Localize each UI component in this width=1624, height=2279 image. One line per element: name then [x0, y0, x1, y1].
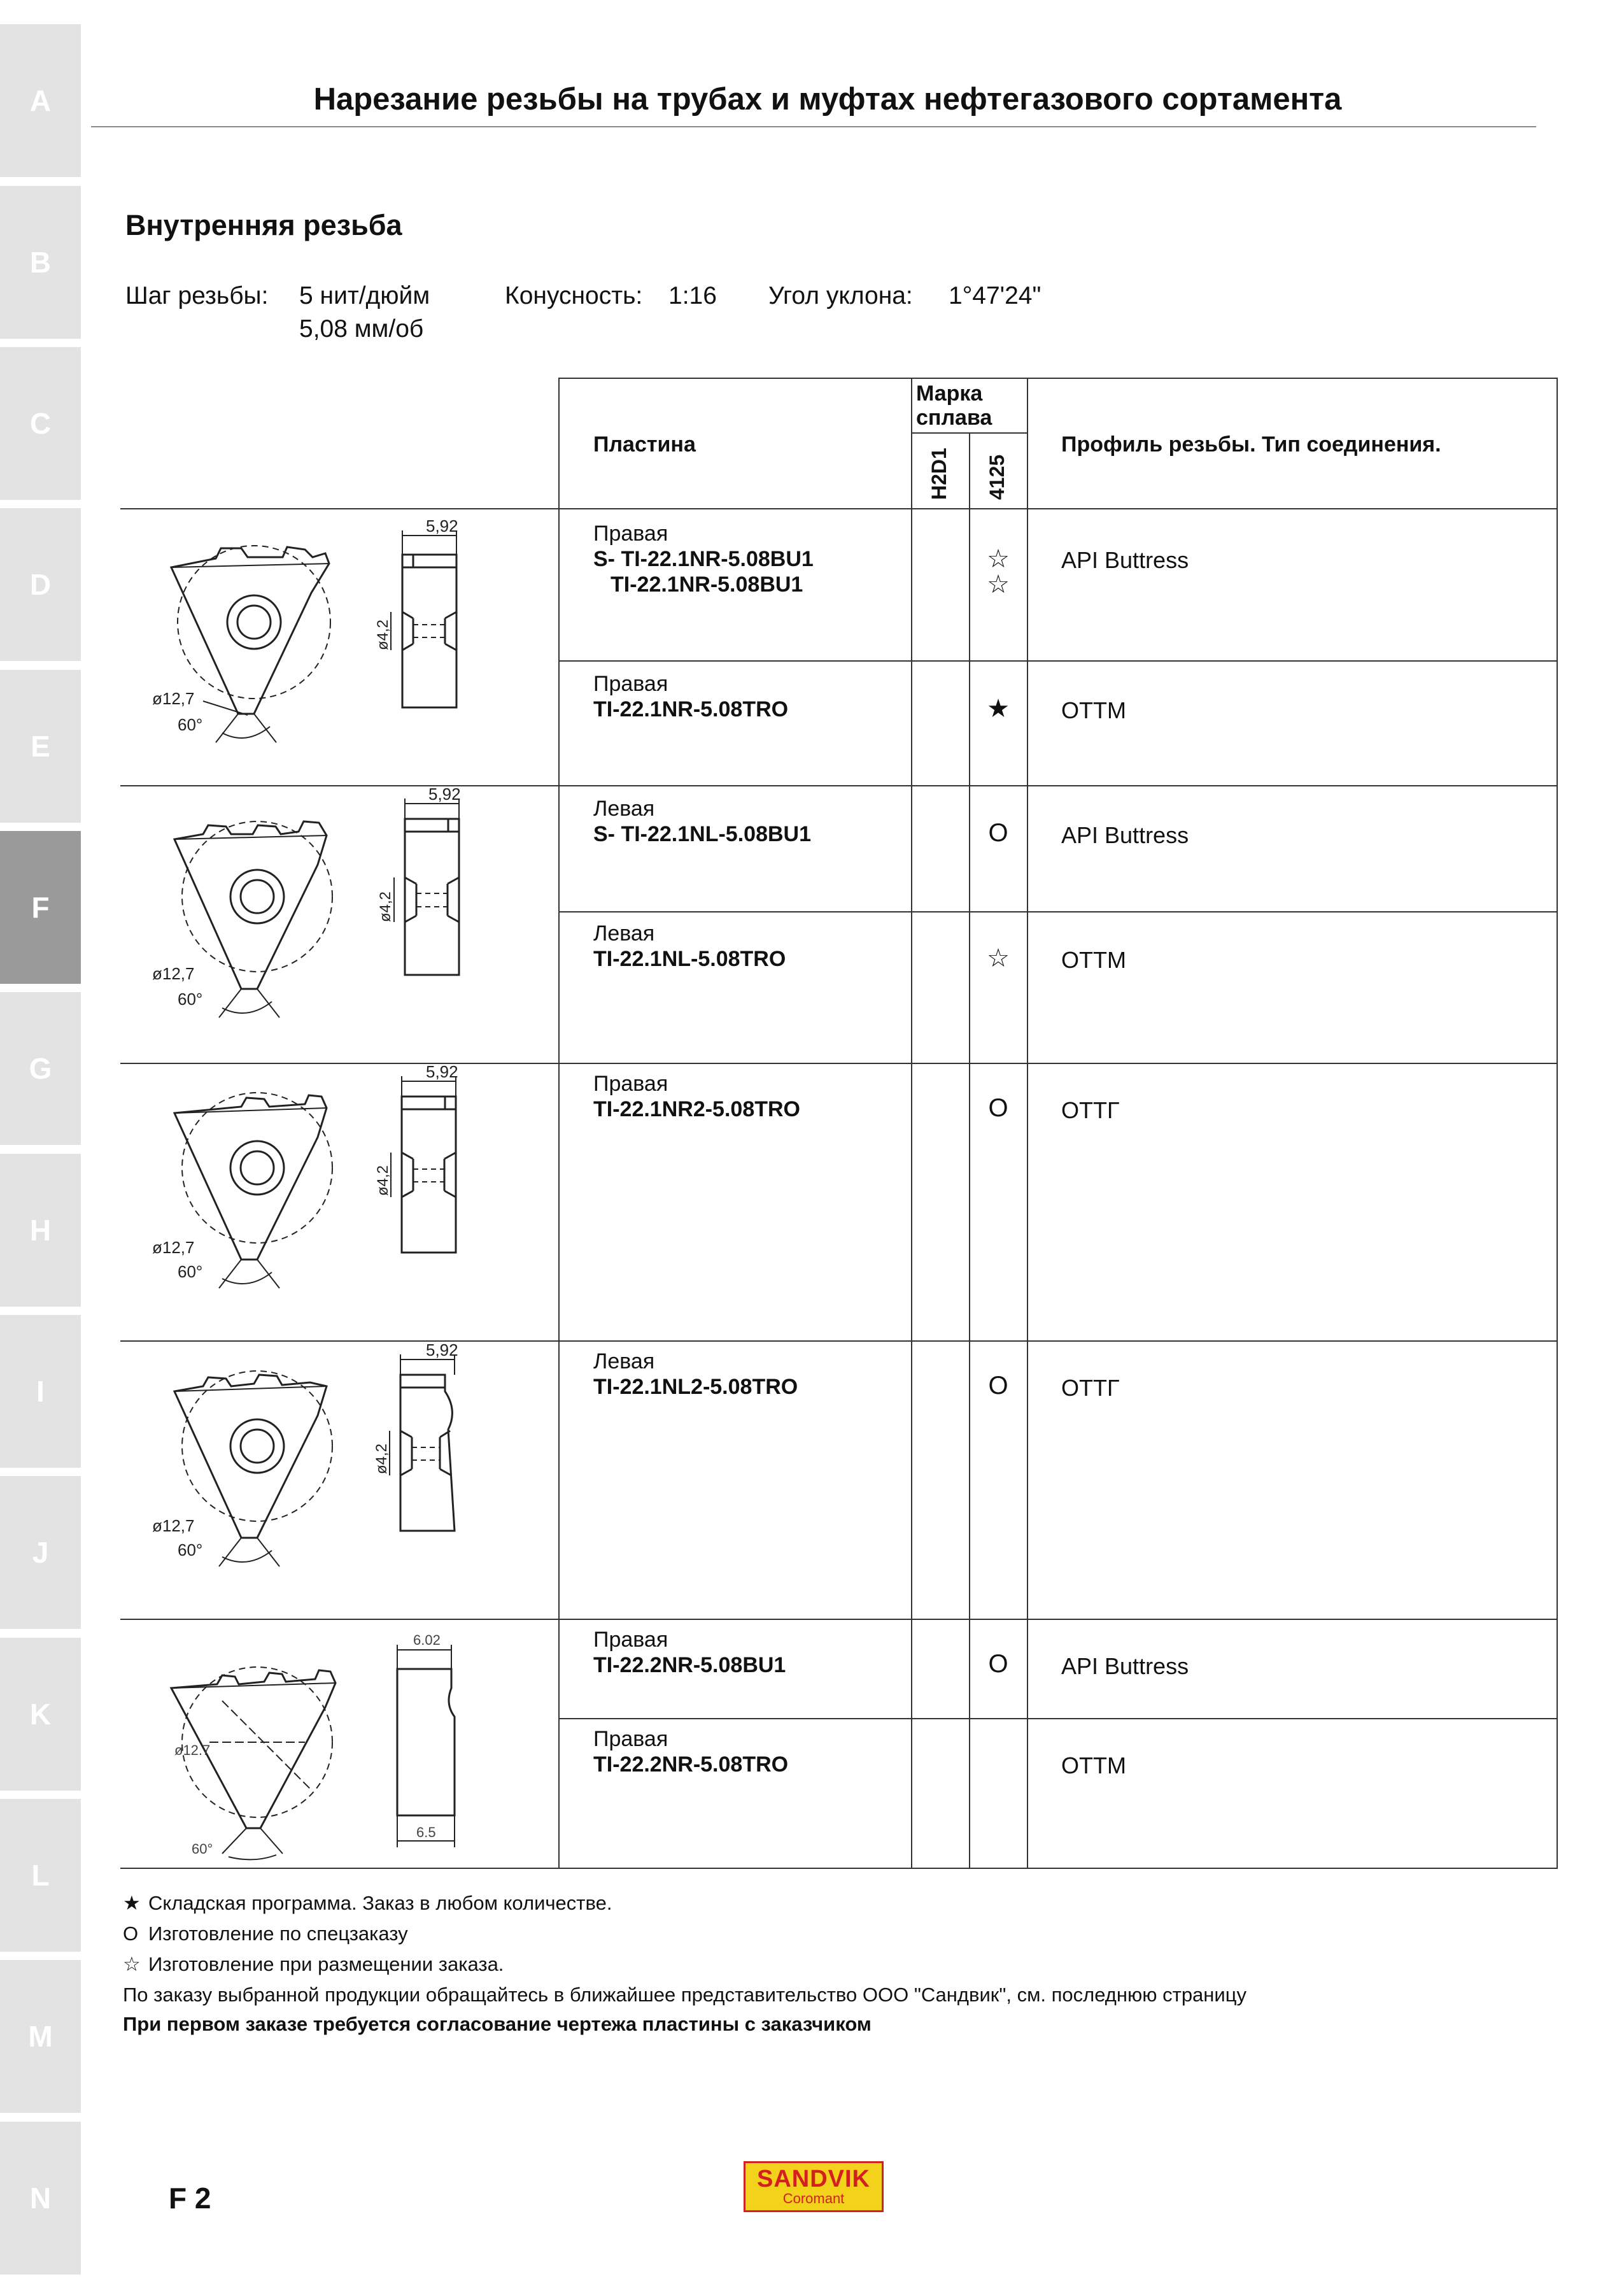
side-tab-a[interactable]: A	[0, 24, 81, 177]
row-2-mark-star-filled: ★	[987, 695, 1010, 723]
row-1-code: S- TI-22.1NR-5.08BU1	[593, 547, 814, 571]
drawing-3-diameter: ø12,7	[152, 1238, 195, 1257]
table-line	[120, 1063, 1558, 1064]
angle-value: 1°47'24"	[949, 282, 1041, 309]
row-1-mark-2-star-outline: ☆	[987, 571, 1010, 599]
insert-drawing-4	[146, 1340, 528, 1601]
legend-item	[123, 1919, 1246, 1949]
insert-drawing-2	[146, 785, 528, 1049]
row-5-mark-circle: O	[988, 1094, 1008, 1122]
drawing-2-angle: 60°	[178, 990, 203, 1009]
drawing-5-width-bottom: 6.5	[416, 1824, 436, 1840]
star-filled-icon: ★	[123, 1892, 141, 1914]
row-3-code: S- TI-22.1NL-5.08BU1	[593, 822, 811, 846]
row-6-mark-circle: O	[988, 1372, 1008, 1400]
side-tab-j[interactable]: J	[0, 1476, 81, 1629]
row-5-profile: ОТТГ	[1061, 1097, 1120, 1123]
page-number: F 2	[169, 2182, 211, 2215]
row-7-mark-circle: O	[988, 1650, 1008, 1678]
side-tab-i[interactable]: I	[0, 1315, 81, 1468]
drawing-2-diameter: ø12,7	[152, 964, 195, 983]
row-5-side: Правая	[593, 1072, 668, 1096]
table-line	[558, 378, 1558, 379]
side-tab-l[interactable]: L	[0, 1799, 81, 1952]
drawing-4-diameter: ø12,7	[152, 1516, 195, 1535]
row-7-code: TI-22.2NR-5.08BU1	[593, 1653, 786, 1677]
logo-line-1: SANDVIK	[756, 2166, 871, 2192]
table-line	[1557, 378, 1558, 1869]
drawing-3-angle: 60°	[178, 1262, 203, 1281]
insert-drawing-3	[146, 1062, 528, 1323]
table-line	[969, 432, 970, 1869]
section-title: Внутренняя резьба	[125, 209, 402, 241]
insert-drawing-5	[146, 1624, 528, 1866]
drawing-4-angle: 60°	[178, 1540, 203, 1559]
side-tab-k[interactable]: K	[0, 1638, 81, 1791]
row-3-profile: API Buttress	[1061, 822, 1189, 848]
side-tab-f[interactable]: F	[0, 831, 81, 984]
drawing-4-width: 5,92	[426, 1340, 458, 1360]
table-line	[558, 1718, 1558, 1719]
drawing-1-width: 5,92	[426, 516, 458, 536]
drawing-5-width: 6.02	[413, 1632, 441, 1648]
side-tab-d[interactable]: D	[0, 508, 81, 661]
row-1-code-2: TI-22.1NR-5.08BU1	[611, 572, 803, 597]
page-title: Нарезание резьбы на трубах и муфтах нефтегазового сортамента	[313, 82, 1342, 117]
row-8-side: Правая	[593, 1727, 668, 1751]
pitch-value-mm: 5,08 мм/об	[299, 315, 424, 343]
row-8-code: TI-22.2NR-5.08TRO	[593, 1752, 789, 1777]
table-line	[558, 660, 1558, 662]
row-1-side: Правая	[593, 522, 668, 546]
approval-note: При первом заказе требуется согласование чертежа пластины с заказчиком	[123, 2013, 872, 2035]
side-tab-c[interactable]: C	[0, 347, 81, 500]
logo-line-2: Coromant	[782, 2190, 845, 2206]
side-tabs	[0, 0, 81, 2279]
row-6-side: Левая	[593, 1349, 655, 1374]
taper-value: 1:16	[668, 282, 717, 309]
row-1-profile: API Buttress	[1061, 547, 1189, 573]
table-line	[120, 1868, 1558, 1869]
row-6-profile: ОТТГ	[1061, 1375, 1120, 1401]
row-3-mark-circle: O	[988, 819, 1008, 847]
drawing-3-bore: ø4,2	[374, 1165, 392, 1196]
drawing-4-bore: ø4,2	[373, 1443, 390, 1474]
row-4-side: Левая	[593, 921, 655, 946]
header-divider	[91, 126, 1536, 127]
pitch-label: Шаг резьбы:	[125, 282, 269, 309]
table-line	[120, 785, 1558, 786]
side-tab-n[interactable]: N	[0, 2122, 81, 2275]
row-1-mark-star-outline: ☆	[987, 545, 1010, 573]
drawing-5-diameter: ø12.7	[174, 1742, 211, 1758]
legend-item	[123, 1949, 1246, 1980]
taper-label: Конусность:	[505, 282, 643, 309]
col-header-profile: Профиль резьбы. Тип соединения.	[1061, 432, 1441, 457]
col-header-4125: 4125	[985, 454, 1008, 500]
table-line	[120, 1340, 1558, 1342]
legend	[123, 1888, 1246, 2010]
row-4-mark-star-outline: ☆	[987, 944, 1010, 972]
row-2-code: TI-22.1NR-5.08TRO	[593, 697, 789, 721]
drawing-2-bore: ø4,2	[377, 891, 394, 922]
side-tab-h[interactable]: H	[0, 1154, 81, 1307]
row-4-profile: ОТТМ	[1061, 947, 1126, 973]
row-8-profile: ОТТМ	[1061, 1752, 1126, 1778]
row-5-code: TI-22.1NR2-5.08TRO	[593, 1097, 800, 1121]
side-tab-e[interactable]: E	[0, 670, 81, 823]
table-line	[1027, 378, 1028, 1869]
side-tab-b[interactable]: B	[0, 186, 81, 339]
table-line	[558, 378, 560, 1869]
col-header-h2d1: H2D1	[928, 448, 950, 500]
table-line	[120, 508, 1558, 509]
col-header-insert: Пластина	[593, 432, 696, 457]
row-4-code: TI-22.1NL-5.08TRO	[593, 947, 786, 971]
row-7-profile: API Buttress	[1061, 1653, 1189, 1679]
star-outline-icon: ☆	[123, 1953, 141, 1975]
row-6-code: TI-22.1NL2-5.08TRO	[593, 1375, 798, 1399]
angle-label: Угол уклона:	[768, 282, 913, 309]
drawing-1-bore: ø4,2	[374, 619, 392, 650]
side-tab-m[interactable]: M	[0, 1960, 81, 2113]
legend-text: Изготовление при размещении заказа.	[148, 1953, 504, 1975]
drawing-5-angle: 60°	[192, 1841, 213, 1857]
table-line	[911, 378, 912, 1869]
side-tab-g[interactable]: G	[0, 992, 81, 1145]
row-7-side: Правая	[593, 1628, 668, 1652]
legend-text: Изготовление по спецзаказу	[148, 1922, 408, 1945]
drawing-1-diameter: ø12,7	[152, 689, 195, 708]
row-2-profile: ОТТМ	[1061, 697, 1126, 723]
circle-icon: O	[123, 1922, 139, 1945]
legend-item	[123, 1888, 1246, 1919]
pitch-value-tpi: 5 нит/дюйм	[299, 282, 430, 309]
insert-drawing-1	[146, 516, 528, 771]
table-line	[120, 1619, 1558, 1620]
inserts-table	[120, 378, 1558, 1869]
sandvik-logo	[744, 2161, 884, 2212]
legend-text: Складская программа. Заказ в любом количестве.	[148, 1892, 612, 1914]
row-3-side: Левая	[593, 797, 655, 821]
table-line	[558, 911, 1558, 912]
drawing-2-width: 5,92	[428, 785, 461, 804]
contact-note: По заказу выбранной продукции обращайтесь в ближайшее представительство ООО "Сандвик", см. последнюю страницу	[123, 1984, 1246, 2006]
row-2-side: Правая	[593, 672, 668, 696]
col-header-grade: Марка сплава	[916, 381, 992, 430]
drawing-3-width: 5,92	[426, 1062, 458, 1081]
drawing-1-angle: 60°	[178, 715, 203, 734]
